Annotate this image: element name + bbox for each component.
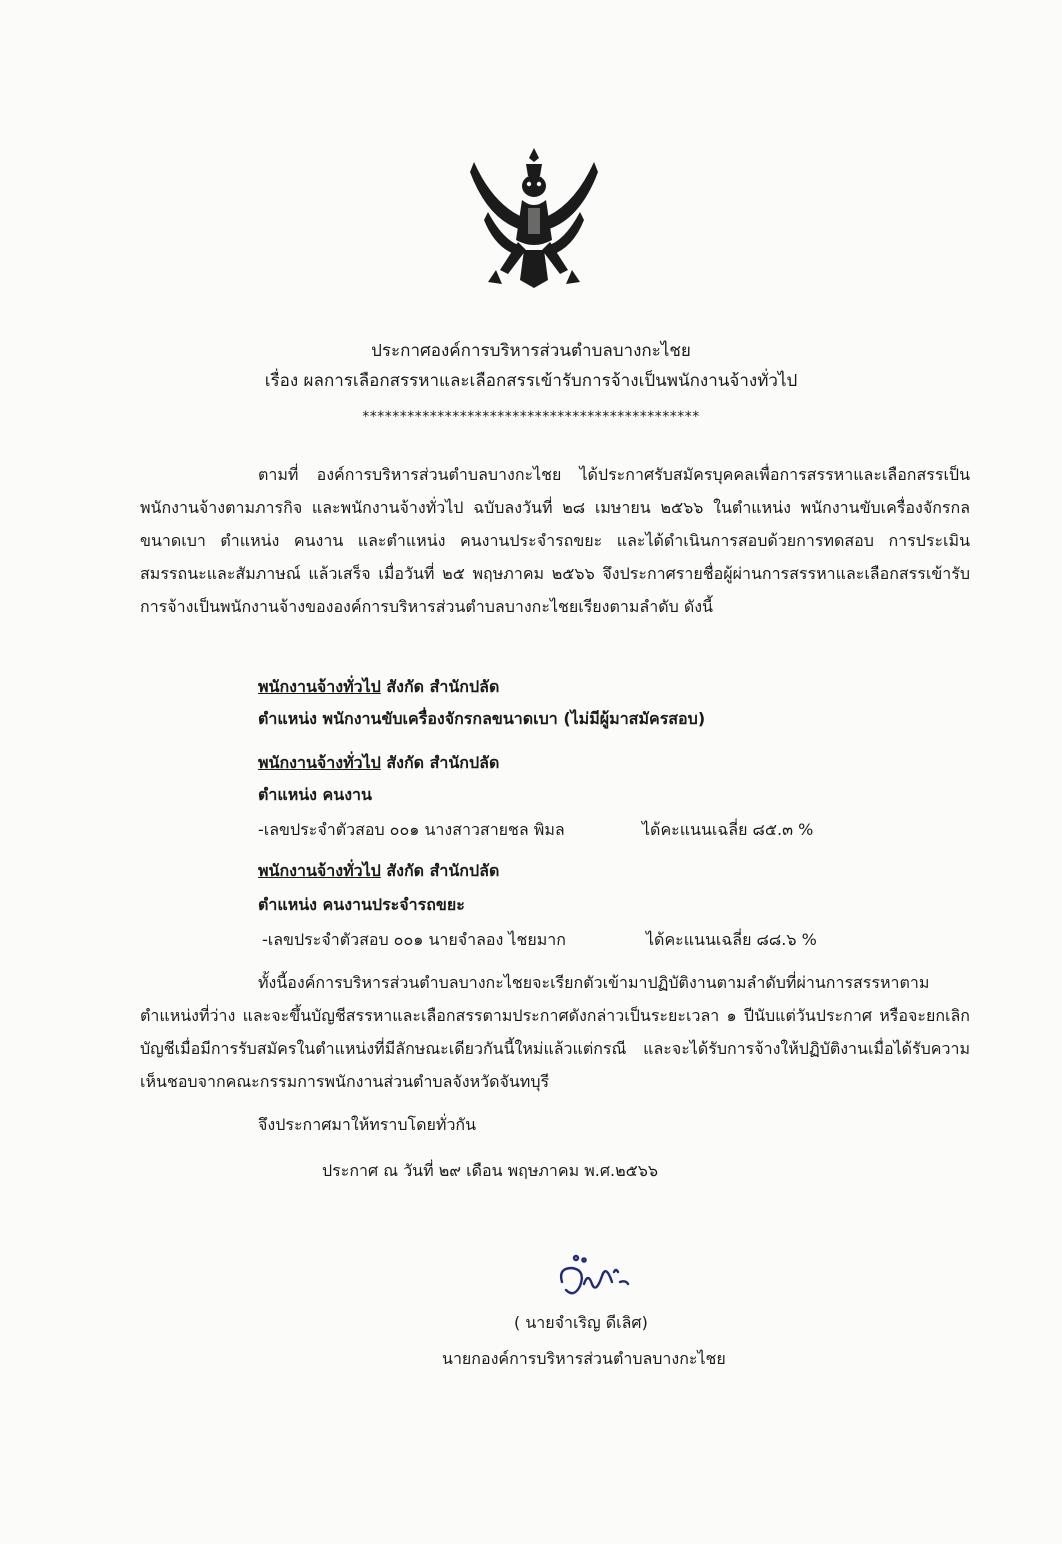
closing-line: จึงประกาศมาให้ทราบโดยทั่วกัน bbox=[258, 1115, 477, 1134]
group-3-position: ตำแหน่ง คนงานประจำรถขยะ bbox=[258, 895, 465, 914]
group-3-candidate-row bbox=[262, 928, 817, 953]
group-1-position: ตำแหน่ง พนักงานขับเครื่องจักรกลขนาดเบา (ไม่มีผู้มาสมัครสอบ) bbox=[258, 709, 706, 728]
group-3-type: พนักงานจ้างทั่วไป bbox=[258, 861, 381, 880]
group-1-heading bbox=[258, 676, 499, 698]
signer-title: นายกองค์การบริหารส่วนตำบลบางกะไชย bbox=[442, 1349, 726, 1368]
group-2-dept: สังกัด สำนักปลัด bbox=[380, 753, 500, 772]
group-1-type: พนักงานจ้างทั่วไป bbox=[258, 677, 381, 696]
group-1-dept: สังกัด สำนักปลัด bbox=[380, 677, 500, 696]
terms-paragraph: ทั้งนี้องค์การบริหารส่วนตำบลบางกะไชยจะเรียกตัวเข้ามาปฏิบัติงานตามลำดับที่ผ่านการสรรหาตามตำแหน่งที่ว่าง และจะขึ้นบัญชีสรรหาและเลือกสรรตามประกาศดังกล่าวเป็นระยะเวลา ๑ ปีนับแต่วันประกาศ หรือจะยกเลิกบัญชีเมื่อมีการรับสมัครในตำแหน่งที่มีลักษณะเดียวกันนี้ใหม่แล้วแต่กรณี และจะได้รับการจ้างให้ปฏิบัติงานเมื่อได้รับความเห็นชอบจากคณะกรรมการพนักงานส่วนตำบลจังหวัดจันทบุรี bbox=[140, 973, 970, 1091]
group-2-candidate: -เลขประจำตัวสอบ ๐๐๑ นางสาวสายชล พิมล bbox=[258, 820, 565, 839]
document-title: ประกาศองค์การบริหารส่วนตำบลบางกะไชย bbox=[371, 341, 691, 361]
group-2-heading bbox=[258, 752, 499, 774]
intro-paragraph: ตามที่ องค์การบริหารส่วนตำบลบางกะไชย ได้ประกาศรับสมัครบุคคลเพื่อการสรรหาและเลือกสรรเป็นพนักงานจ้างตามภารกิจ และพนักงานจ้างทั่วไป ฉบับลงวันที่ ๒๘ เมษายน ๒๕๖๖ ในตำแหน่ง พนักงานขับเครื่องจักรกลขนาดเบา ตำแหน่ง คนงาน และตำแหน่ง คนงานประจำรถขยะ และได้ดำเนินการสอบด้วยการทดสอบ การประเมินสมรรถนะและสัมภาษณ์ แล้วเสร็จ เมื่อวันที่ ๒๕ พฤษภาคม ๒๕๖๖ จึงประกาศรายชื่อผู้ผ่านการสรรหาและเลือกสรรเข้ารับการจ้างเป็นพนักงานจ้างขององค์การบริหารส่วนตำบลบางกะไชยเรียงตามลำดับ ดังนี้ bbox=[140, 465, 970, 616]
signer-name: ( นายจำเริญ ดีเลิศ) bbox=[514, 1313, 648, 1332]
group-3-score: ได้คะแนนเฉลี่ย ๘๘.๖ % bbox=[646, 930, 817, 949]
signature-icon bbox=[540, 1248, 650, 1308]
date-line: ประกาศ ณ วันที่ ๒๙ เดือน พฤษภาคม พ.ศ.๒๕๖๖ bbox=[322, 1161, 659, 1180]
group-2-candidate-row bbox=[258, 818, 814, 843]
separator-line: ********************************************* bbox=[362, 409, 700, 425]
group-3-heading bbox=[258, 860, 499, 882]
group-2-position: ตำแหน่ง คนงาน bbox=[258, 785, 372, 804]
group-2-score: ได้คะแนนเฉลี่ย ๘๕.๓ % bbox=[642, 820, 814, 839]
document-subject: เรื่อง ผลการเลือกสรรหาและเลือกสรรเข้ารับการจ้างเป็นพนักงานจ้างทั่วไป bbox=[264, 371, 798, 391]
group-3-dept: สังกัด สำนักปลัด bbox=[380, 861, 500, 880]
group-3-candidate: -เลขประจำตัวสอบ ๐๐๑ นายจำลอง ไชยมาก bbox=[262, 930, 566, 949]
garuda-emblem-icon bbox=[466, 142, 602, 290]
group-2-type: พนักงานจ้างทั่วไป bbox=[258, 753, 381, 772]
